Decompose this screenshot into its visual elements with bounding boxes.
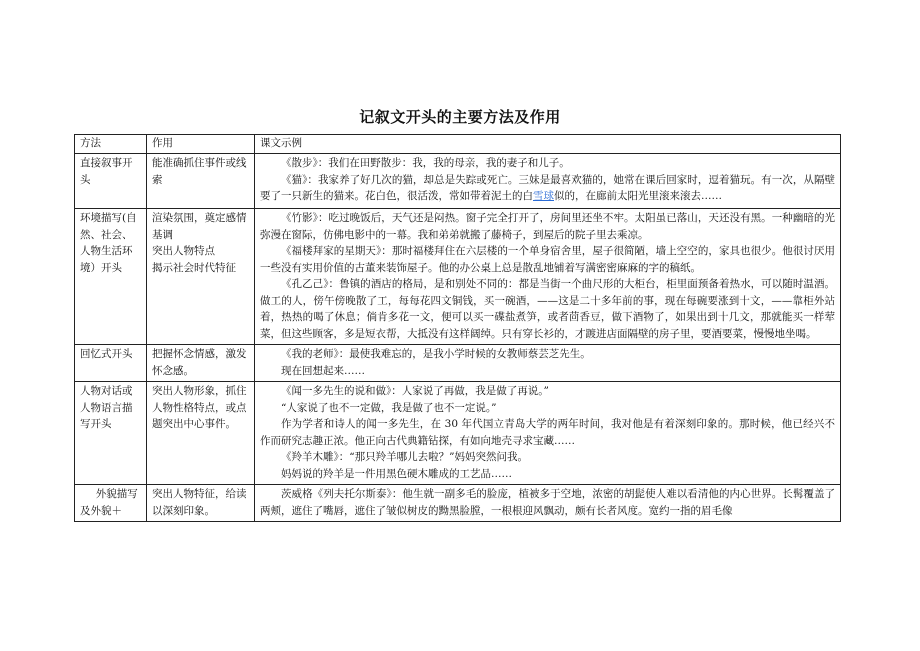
examples-cell: [255, 209, 841, 345]
example-paragraph: 妈妈说的羚羊是一件用黑色硬木雕成的工艺品……: [281, 467, 512, 480]
method-cell: 直接叙事开头: [75, 154, 147, 209]
method-cell: 人物对话或人物语言描写开头: [75, 382, 147, 485]
example-paragraph: 《福楼拜家的星期天》：那时福楼拜住在六层楼的一个单身宿舍里，屋子很简陋，墙上空空的，家具也很少。他很讨厌用一些没有实用价值的古董来装饰屋子。他的办公桌上总是散乱地铺着写满密密麻麻的字的稿纸。: [260, 245, 835, 274]
example-text: 似的，在廊前太阳光里滚来滚去……: [554, 190, 722, 202]
example-paragraph: 《竹影》：吃过晚饭后，天气还是闷热。窗子完全打开了，房间里还坐不牢。太阳虽已落山，天还没有黑。一种幽暗的光弥漫在窗际，仿佛电影中的一幕。我和弟弟就搬了藤椅子，到屋后的院子里去乘凉。: [260, 212, 835, 241]
header-examples: 课文示例: [255, 135, 841, 154]
effect-cell: 能准确抓住事件或线索: [147, 154, 255, 209]
examples-cell: [255, 485, 841, 522]
header-method: 方法: [75, 135, 147, 154]
method-cell: 环境描写(自然、社会、人物生活环境）开头: [75, 209, 147, 345]
example-paragraph: [260, 172, 835, 205]
example-paragraph: 茨威格《列夫托尔斯泰》：他生就一副多毛的脸庞，植被多于空地，浓密的胡髭使人难以看清他的内心世界。长髯覆盖了两颊，遮住了嘴唇，遮住了皱似树皮的黝黑脸膛，一根根迎风飘动，颇有长者风度。宽约一指的眉毛像: [260, 488, 835, 517]
method-cell: 回忆式开头: [75, 345, 147, 382]
examples-cell: [255, 382, 841, 485]
example-paragraph: 《散步》：我们在田野散步：我，我的母亲，我的妻子和儿子。: [281, 157, 570, 169]
table-row: [75, 154, 841, 209]
example-paragraph: “人家说了也不一定做，我是做了也不一定说。”: [281, 401, 497, 414]
table-row: [75, 485, 841, 522]
effect-cell: 突出人物形象，抓住人物性格特点，或点题突出中心事件。: [147, 382, 255, 485]
table-header-row: [75, 135, 841, 154]
examples-cell: [255, 345, 841, 382]
effect-cell: 渲染氛围，奠定感情基调 突出人物特点 揭示社会时代特征: [147, 209, 255, 345]
methods-table: [74, 134, 841, 522]
snowball-link[interactable]: 雪球: [533, 190, 554, 202]
example-paragraph: 《孔乙己》：鲁镇的酒店的格局，是和别处不同的：都是当街一个曲尺形的大柜台，柜里面预备着热水，可以随时温酒。做工的人，傍午傍晚散了工，每每花四文铜钱，买一碗酒，——这是二十多年前的事，现在每碗要涨到十文，——靠柜外站着，热热的喝了休息；倘肯多花一文，便可以买一碟盐煮笋，或者茴香豆，做下酒物了，如果出到十几文，那就能买一样荤菜，但这些顾客，多是短衣帮，大抵没有这样阔绰。只有穿长衫的，才踱进店面隔壁的房子里，要酒要菜，慢慢地坐喝。: [260, 278, 835, 340]
header-effect: 作用: [147, 135, 255, 154]
effect-cell: 突出人物特征，给读以深刻印象。: [147, 485, 255, 522]
example-text: 《猫》：我家养了好几次的猫，却总是失踪或死亡。三妹是最喜欢猫的，她常在课后回家时，逗着猫玩。有一次，从隔壁要了一只新生的猫来。花白色，很活泼，常如带着泥土的白: [260, 173, 835, 202]
example-paragraph: 《羚羊木雕》：“那只羚羊哪儿去啦？”妈妈突然问我。: [281, 451, 528, 463]
examples-cell: [255, 154, 841, 209]
method-cell: 外貌描写及外貌＋: [75, 485, 147, 522]
effect-cell: 把握怀念情感，激发怀念感。: [147, 345, 255, 382]
example-paragraph: 《我的老师》：最使我难忘的，是我小学时候的女教师蔡芸芝先生。: [281, 348, 591, 360]
example-paragraph: 现在回想起来……: [281, 364, 365, 377]
example-paragraph: 《闻一多先生的说和做》：人家说了再做，我是做了再说。”: [281, 385, 549, 397]
page-title: 记叙文开头的主要方法及作用: [359, 108, 561, 126]
example-paragraph: 作为学者和诗人的闻一多先生，在 30 年代国立青岛大学的两年时间，我对他是有着深刻印象的。那时候，他已经兴不作而研究志趣正浓。他正向古代典籍钻探，有如向地壳寻求宝藏……: [260, 418, 835, 447]
table-row: [75, 209, 841, 345]
table-row: [75, 345, 841, 382]
table-row: [75, 382, 841, 485]
